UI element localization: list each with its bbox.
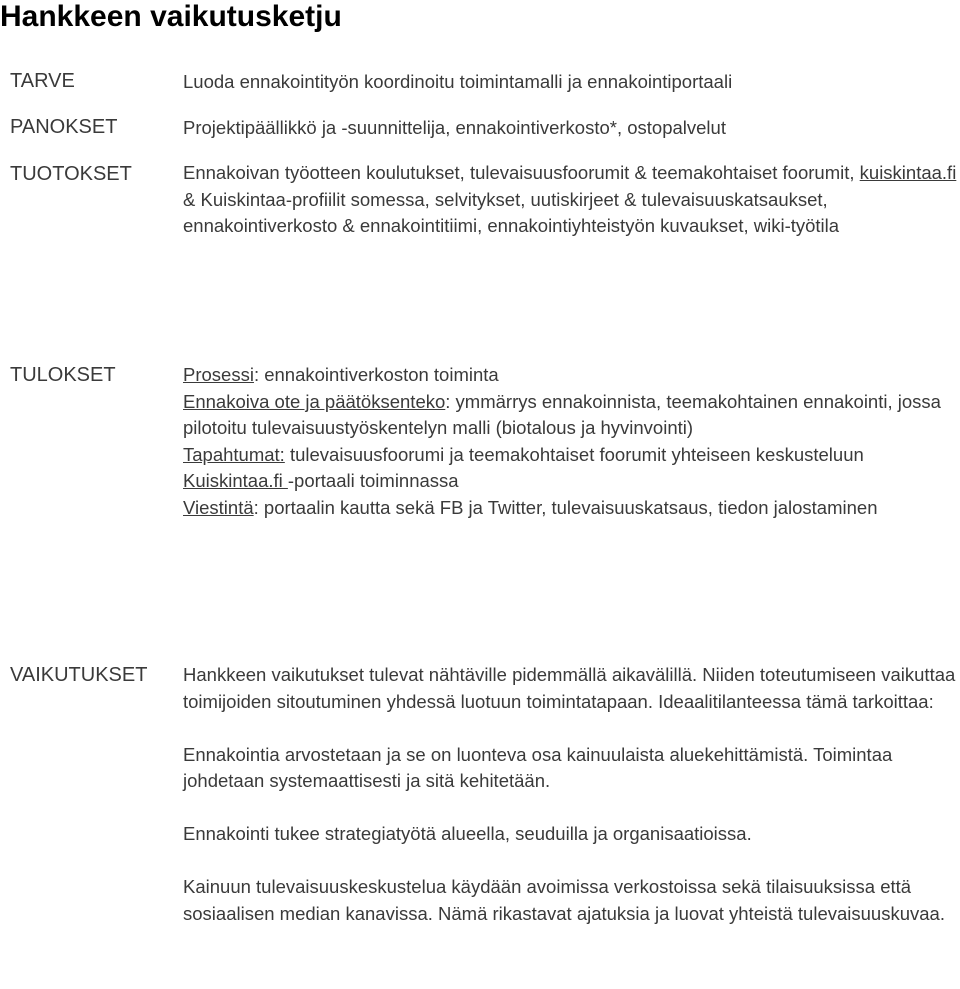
row-content-vaikutukset [183,662,960,927]
tulokset-term: Ennakoiva ote ja päätöksenteko [183,390,446,412]
tulokset-term: Prosessi [183,364,254,385]
vaikutukset-paragraph-2: Ennakointi tukee strategiatyötä alueella, seuduilla ja organisaatioissa. [183,823,752,844]
tuotokset-text [183,160,960,240]
tulokset-item-kuiskintaa [183,468,960,495]
tulokset-text: : portaalin kautta sekä FB ja Twitter, tulevaisuuskatsaus, tiedon jalostaminen [253,496,878,518]
tulokset-item-tapahtumat [183,442,960,469]
row-content-tarve [183,69,960,96]
tulokset-text: tulevaisuusfoorumi ja teemakohtaiset foorumit yhteiseen keskusteluun [284,443,864,465]
tuotokset-text-after: & Kuiskintaa-profiilit somessa, selvitykset, uutiskirjeet & tulevaisuuskatsaukset, ennakointiverkosto & ennakointitiimi, ennakointiyhteistyön kuvaukset, wiki-työtila [183,188,840,236]
row-label-tarve: TARVE [10,70,75,92]
tulokset-item-prosessi [183,362,960,389]
tulokset-text: : ennakointiverkoston toiminta [253,364,499,385]
tuotokset-text-before: Ennakoivan työotteen koulutukset, tulevaisuusfoorumit & teemakohtaiset foorumit, [183,162,860,183]
tulokset-item-ennakoiva-ote [183,389,960,442]
row-content-panokset [183,115,960,142]
vaikutukset-paragraph-3: Kainuun tulevaisuuskeskustelua käydään avoimissa verkostoissa sekä tilaisuuksissa että sosiaalisen median kanavissa. Nämä rikastavat ajatuksia ja luovat yhteistä tulevaisuuskuvaa. [183,876,945,924]
paragraph-gap [183,715,960,742]
row-label-vaikutukset: VAIKUTUKSET [10,664,148,686]
paragraph-gap [183,795,960,822]
row-content-tulokset [183,362,960,521]
tulokset-text: : ymmärrys ennakoinnista, teemakohtainen ennakointi, jossa pilotoitu tulevaisuustyöskentelyn malli (biotalous ja hyvinvointi) [183,390,941,438]
tarve-text: Luoda ennakointityön koordinoitu toimintamalli ja ennakointiportaali [183,71,733,92]
tulokset-term: Viestintä [183,496,254,518]
tulokset-term[interactable]: Kuiskintaa.fi [183,470,288,491]
vaikutukset-intro: Hankkeen vaikutukset tulevat nähtäville pidemmällä aikavälillä. Niiden toteutumiseen vaikuttaa toimijoiden sitoutuminen yhdessä luotuun toimintatapaan. Ideaalitilanteessa tämä tarkoittaa: [183,664,956,712]
row-label-panokset: PANOKSET [10,116,118,138]
row-label-tuotokset: TUOTOKSET [10,163,132,185]
kuiskintaa-link[interactable]: kuiskintaa.fi [859,162,957,183]
tulokset-text: -portaali toiminnassa [287,470,459,491]
row-label-tulokset: TULOKSET [10,364,116,386]
row-content-tuotokset [183,160,960,240]
paragraph-gap [183,848,960,875]
vaikutukset-paragraph-1: Ennakointia arvostetaan ja se on luonteva osa kainuulaista aluekehittämistä. Toimintaa johdetaan systemaattisesti ja sitä kehitetään. [183,743,893,791]
panokset-text: Projektipäällikkö ja -suunnittelija, ennakointiverkosto*, ostopalvelut [183,117,726,138]
page-title: Hankkeen vaikutusketju [0,0,342,33]
tulokset-term: Tapahtumat: [183,443,285,465]
tulokset-item-viestinta [183,495,960,522]
